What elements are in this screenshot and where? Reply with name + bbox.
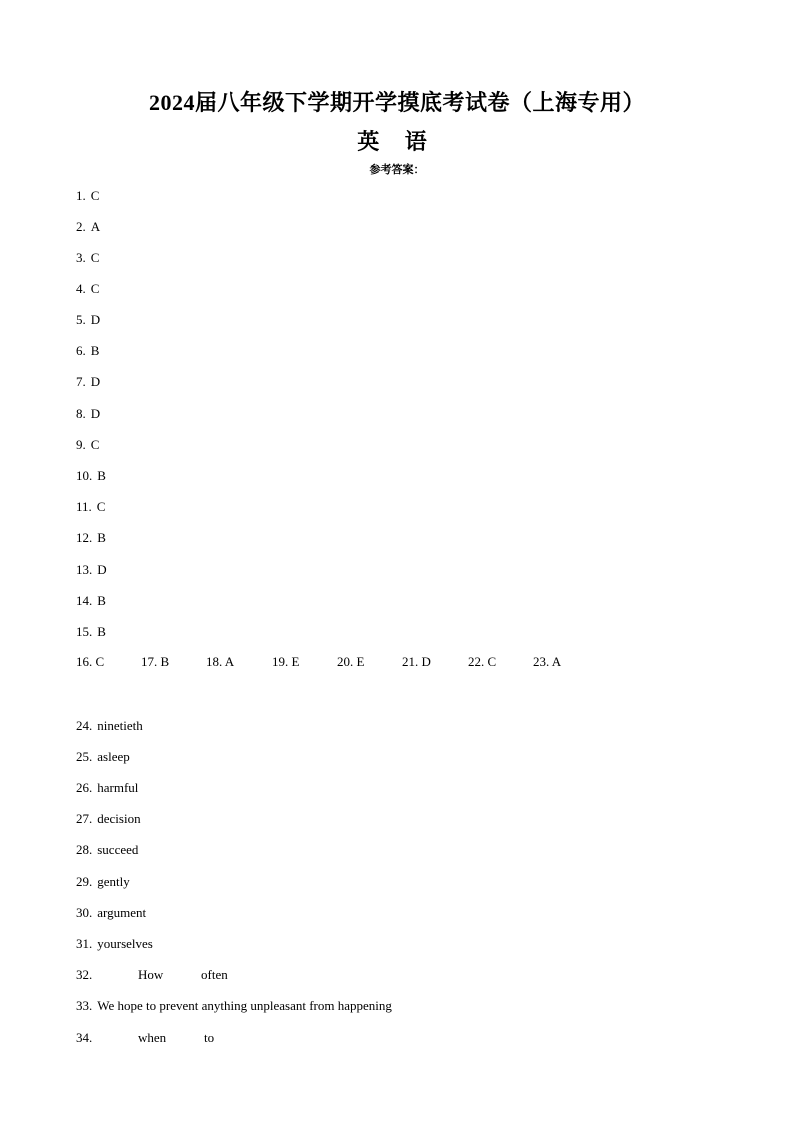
answer-item: 16. C	[76, 654, 105, 669]
blank-answer: to	[204, 1030, 215, 1045]
reference-answers-label: 参考答案：	[369, 164, 425, 176]
answer-item: 33. We hope to prevent anything unpleasant from happening	[76, 998, 392, 1013]
answer-item: 28. succeed	[76, 842, 139, 857]
blank-answer: often	[201, 967, 228, 982]
answer-item: 3. C	[76, 250, 100, 265]
answer-item: 6. B	[76, 343, 100, 358]
answer-item: 18. A	[206, 654, 235, 669]
answer-item: 22. C	[468, 654, 497, 669]
answer-item: 12. B	[76, 530, 106, 545]
answer-item: 26. harmful	[76, 780, 139, 795]
answer-item: 4. C	[76, 281, 100, 296]
answer-item: 32.	[76, 967, 93, 982]
answer-item: 34.	[76, 1030, 93, 1045]
answer-item: 25. asleep	[76, 749, 130, 764]
answer-item: 21. D	[402, 654, 431, 669]
answer-item: 1. C	[76, 188, 100, 203]
answer-item: 24. ninetieth	[76, 718, 143, 733]
answer-item: 20. E	[337, 654, 365, 669]
answer-item: 31. yourselves	[76, 936, 153, 951]
subject-title: 英 语	[357, 129, 437, 154]
answer-item: 10. B	[76, 468, 106, 483]
answer-item: 7. D	[76, 374, 101, 389]
blank-answer: How	[138, 967, 164, 982]
answer-item: 13. D	[76, 562, 107, 577]
answer-item: 15. B	[76, 624, 106, 639]
answer-item: 11. C	[76, 499, 106, 514]
blank-answer: when	[138, 1030, 167, 1045]
answer-item: 8. D	[76, 406, 101, 421]
answer-item: 30. argument	[76, 905, 147, 920]
answer-item: 9. C	[76, 437, 100, 452]
answer-item: 29. gently	[76, 874, 130, 889]
answer-item: 19. E	[272, 654, 300, 669]
answer-item: 17. B	[141, 654, 170, 669]
answer-item: 14. B	[76, 593, 106, 608]
answer-item: 27. decision	[76, 811, 141, 826]
answer-item: 23. A	[533, 654, 562, 669]
page-title: 2024届八年级下学期开学摸底考试卷（上海专用）	[148, 90, 645, 115]
answer-item: 2. A	[76, 219, 101, 234]
answer-item: 5. D	[76, 312, 101, 327]
